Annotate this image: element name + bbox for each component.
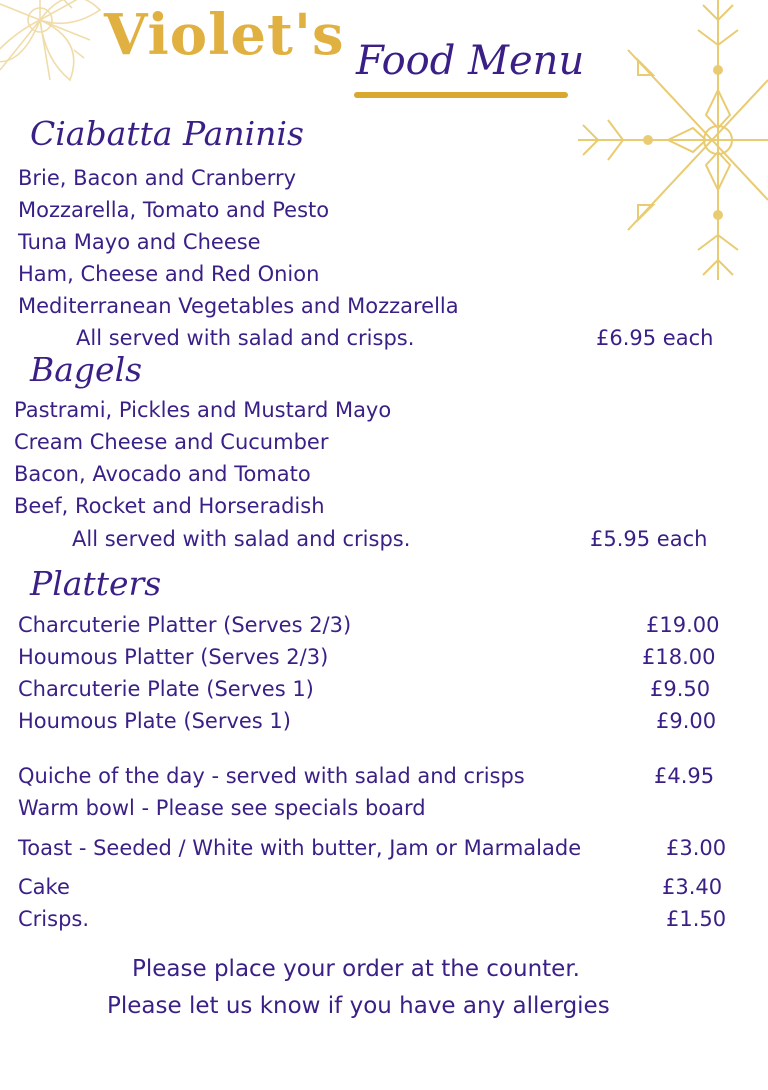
section-price: £5.95 each [590,527,708,551]
item-price: £9.00 [656,709,717,733]
list-item: Cake [18,875,70,899]
list-item: Pastrami, Pickles and Mustard Mayo [14,398,392,422]
footer-line: Please let us know if you have any allergies [107,993,610,1019]
list-item: Tuna Mayo and Cheese [18,230,261,254]
list-item: Mediterranean Vegetables and Mozzarella [18,294,459,318]
list-item: Cream Cheese and Cucumber [14,430,329,454]
section-title-bagels: Bagels [30,350,143,389]
subtitle-underline [354,92,568,98]
list-item: Houmous Plate (Serves 1) [18,709,291,733]
list-item: Ham, Cheese and Red Onion [18,262,320,286]
section-price: £6.95 each [596,326,714,350]
list-item: Quiche of the day - served with salad and crisps [18,764,525,788]
list-item: Beef, Rocket and Horseradish [14,494,325,518]
list-item: Bacon, Avocado and Tomato [14,462,311,486]
brand-title: Violet's [104,2,345,68]
list-item: Brie, Bacon and Cranberry [18,166,297,190]
list-item: Charcuterie Plate (Serves 1) [18,677,314,701]
section-note: All served with salad and crisps. [72,527,411,551]
section-title-paninis: Ciabatta Paninis [30,114,304,153]
item-price: £1.50 [666,907,727,931]
item-price: £9.50 [650,677,711,701]
list-item: Mozzarella, Tomato and Pesto [18,198,330,222]
item-price: £4.95 [654,764,715,788]
list-item: Charcuterie Platter (Serves 2/3) [18,613,352,637]
item-price: £3.00 [666,836,727,860]
section-title-platters: Platters [30,564,162,603]
menu-subtitle: Food Menu [356,38,585,84]
list-item: Houmous Platter (Serves 2/3) [18,645,329,669]
list-item: Toast - Seeded / White with butter, Jam or Marmalade [18,836,582,860]
item-price: £18.00 [642,645,716,669]
section-note: All served with salad and crisps. [76,326,415,350]
snowflake-icon [578,0,768,290]
footer-line: Please place your order at the counter. [132,956,580,982]
list-item: Warm bowl - Please see specials board [18,796,426,820]
item-price: £19.00 [646,613,720,637]
list-item: Crisps. [18,907,90,931]
item-price: £3.40 [662,875,723,899]
